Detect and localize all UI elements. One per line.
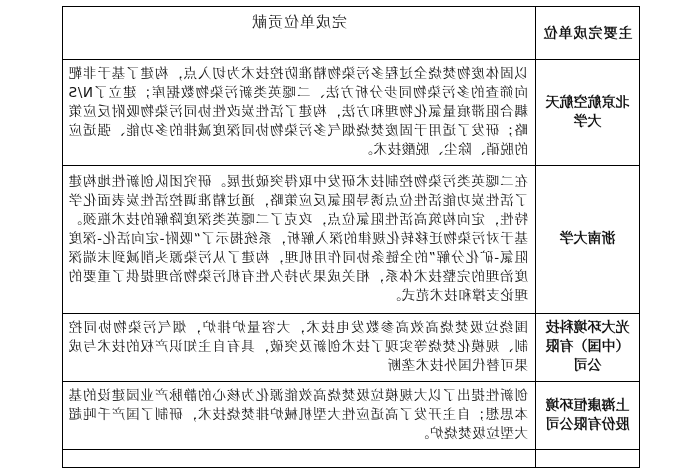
- unit-cell: [536, 450, 640, 468]
- header-unit: 主要完成单位: [536, 7, 640, 60]
- unit-cell: 浙南大学: [536, 166, 640, 314]
- contribution-table: [62, 6, 640, 468]
- table-row: [63, 314, 640, 382]
- contribution-cell: [63, 450, 536, 468]
- contribution-cell: 创新性提出了以大规模垃圾焚烧高效能源化为核心的静脉产业园建设的基本思想；自主开发了高适应性大型机械炉排焚烧技术，研制了国产千吨超大型垃圾焚烧炉。: [63, 382, 536, 450]
- table-row: [63, 166, 640, 314]
- contribution-cell: 在二噁英类污染物控制技术研发中取得突破进展。研究团队创新性地构建了活性炭功能活性位点诱导阻氯反应策略，通过精准调控活性炭表面化学特性，定向构筑高活性阻氯位点，攻克了二噁英类深度降解的技术瓶颈。基于对污染物迁移转化规律的深入解析，系统揭示了“吸附-定向活化-深度阻氯-矿化分解”的全链条协同作用机理，构建了从污染源头削减到末端深度治理的完整技术体系，相关成果为持久性有机污染物治理提供了重要的理论支撑和技术范式。: [63, 166, 536, 314]
- header-contribution: 完成单位贡献: [63, 7, 536, 60]
- contribution-cell: 围绕垃圾焚烧高效高参数发电技术，大容量炉排炉，烟气污染物协同控制、规模化焚烧等实现了技术创新及突破，具有自主知识产权的技术与成果可替代国外技术垄断: [63, 314, 536, 382]
- unit-cell: 北京航空航天大学: [536, 60, 640, 166]
- table-row: [63, 382, 640, 450]
- table-row: [63, 450, 640, 468]
- table-row: [63, 60, 640, 166]
- contribution-cell: 以固体废物焚烧全过程多污染物精准防控技术为切入点，构建了基于非靶向筛查的多污染物同步分析方法、二噁英类新污染物数据库；建立了N/S耦合阻滞痕量氯化物理和方法，构建了活性炭改性协同污染物吸附反应策略；研发了适用于固废焚烧烟气多污染物协同深度减排的多功能、强适应的脱硝、除尘、脱酸技术。: [63, 60, 536, 166]
- table-header-row: [63, 7, 640, 60]
- unit-cell: 上海康恒环境股份有限公司: [536, 382, 640, 450]
- unit-cell: 光大环境科技（中国）有限公司: [536, 314, 640, 382]
